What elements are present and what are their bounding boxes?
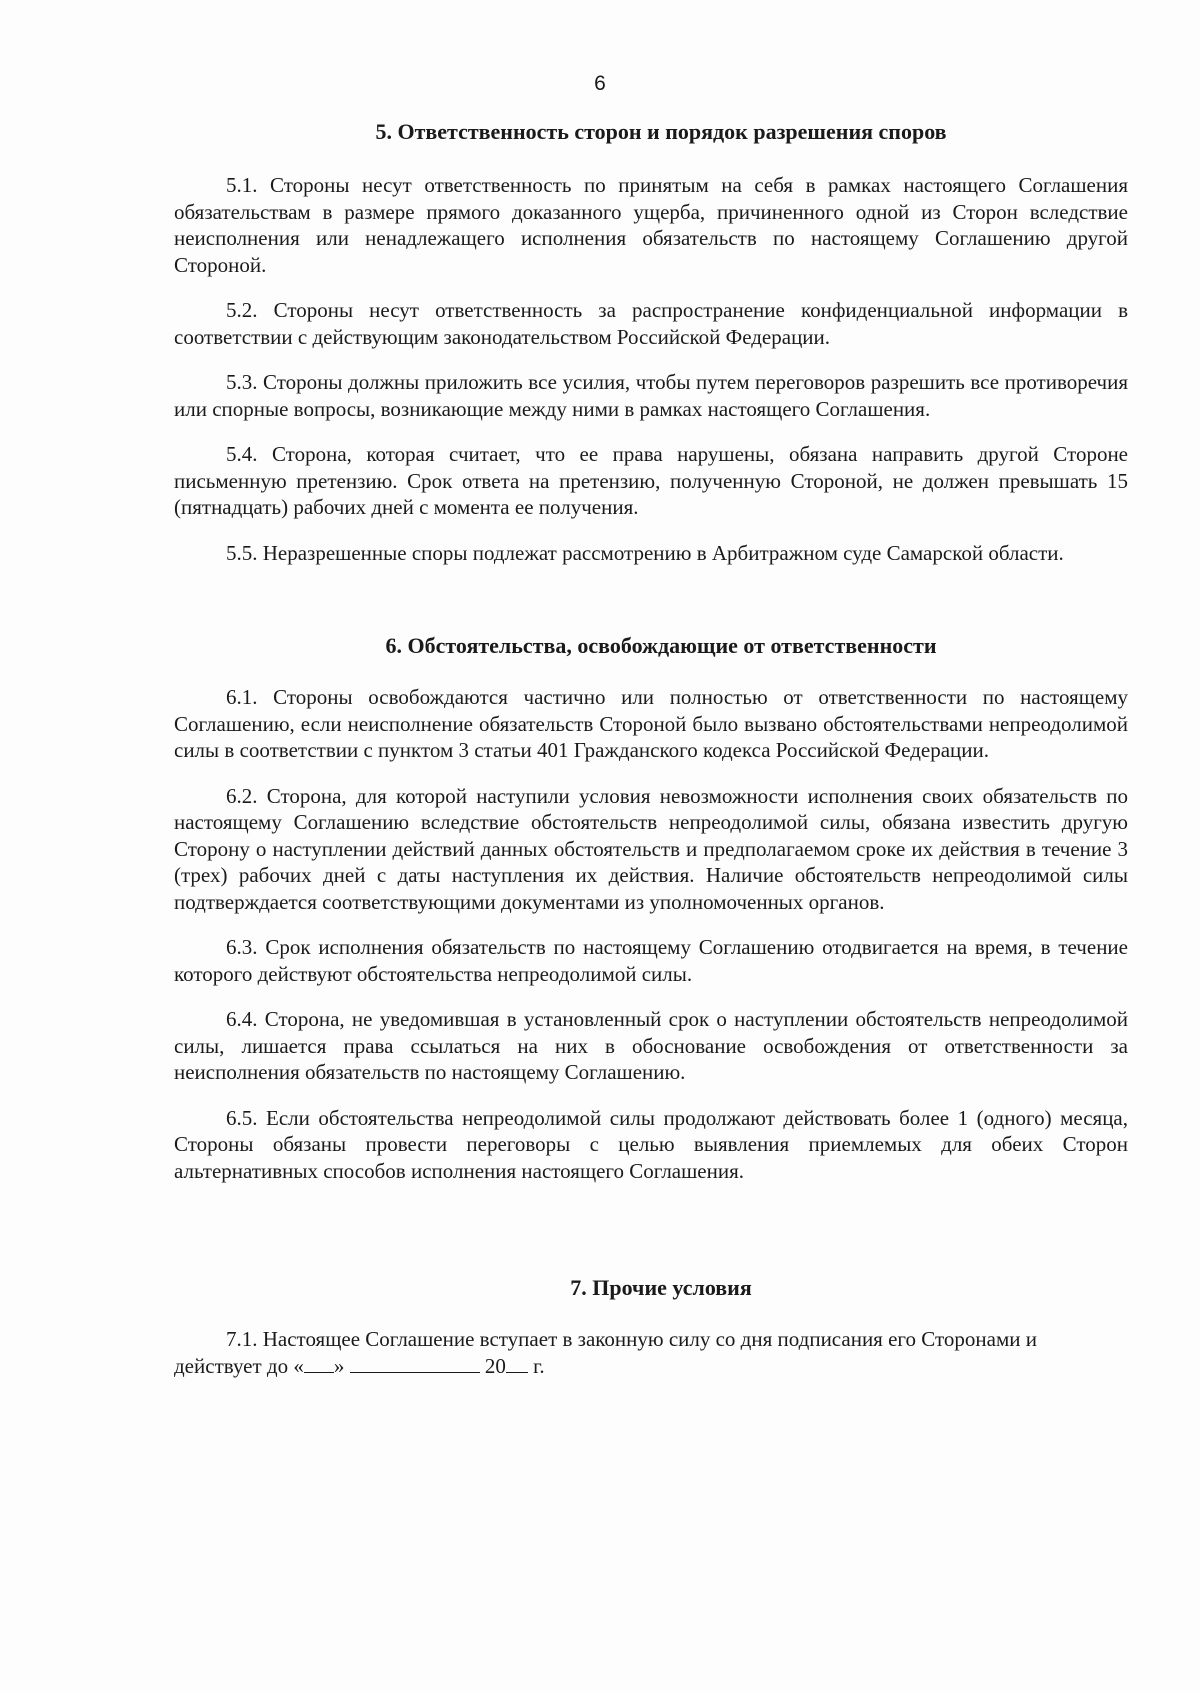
- year-blank: [506, 1353, 528, 1373]
- clause-6-3: 6.3. Срок исполнения обязательств по настоящему Соглашению отодвигается на время, в течение которого действуют обстоятельства непреодолимой силы.: [174, 935, 1128, 986]
- year-suffix: г.: [533, 1353, 545, 1378]
- clause-5-2: 5.2. Стороны несут ответственность за распространение конфиденциальной информации в соответствии с действующим законодательством Российской Федерации.: [174, 298, 1128, 349]
- clause-5-1: 5.1. Стороны несут ответственность по принятым на себя в рамках настоящего Соглашения обязательствам в размере прямого доказанного ущерба, причиненного одной из Сторон вследствие неисполнения или ненадлежащего исполнения обязательств по настоящему Соглашению другой Стороной.: [174, 173, 1128, 277]
- clause-6-1: 6.1. Стороны освобождаются частично или полностью от ответственности по настоящему Соглашению, если неисполнение обязательств Стороной было вызвано обстоятельствами непреодолимой силы в соответствии с пунктом 3 статьи 401 Гражданского кодекса Российской Федерации.: [174, 685, 1128, 762]
- clause-5-4: 5.4. Сторона, которая считает, что ее права нарушены, обязана направить другой Стороне письменную претензию. Срок ответа на претензию, полученную Стороной, не должен превышать 15 (пятнадцать) рабочих дней с момента ее получения.: [174, 442, 1128, 519]
- section-6-title: 6. Обстоятельства, освобождающие от ответственности: [385, 633, 937, 658]
- clause-6-2: 6.2. Сторона, для которой наступили условия невозможности исполнения своих обязательств по настоящему Соглашению вследствие обстоятельств непреодолимой силы, обязана известить другую Сторону о наступлении действий данных обстоятельств и предполагаемом сроке их действия в течение 3 (трех) рабочих дней с даты наступления их действия. Наличие обстоятельств непреодолимой силы подтверждается соответствующими документами из уполномоченных органов.: [174, 783, 1128, 914]
- day-blank: [304, 1353, 334, 1373]
- clause-5-5: 5.5. Неразрешенные споры подлежат рассмотрению в Арбитражном суде Самарской области.: [226, 540, 1064, 565]
- year-prefix: 20: [484, 1353, 506, 1378]
- clause-6-5: 6.5. Если обстоятельства непреодолимой силы продолжают действовать более 1 (одного) месяца, Стороны обязаны провести переговоры с целью выявления приемлемых для обеих Сторон альтернативных способов исполнения настоящего Соглашения.: [174, 1105, 1128, 1183]
- quote-close: »: [333, 1353, 345, 1378]
- page-number: 6: [594, 72, 606, 95]
- quote-open: «: [293, 1353, 304, 1378]
- month-blank: [350, 1353, 480, 1373]
- clause-7-1-text: 7.1. Настоящее Соглашение вступает в законную силу со дня подписания его Сторонами и действует до: [174, 1327, 1037, 1378]
- section-7-title: 7. Прочие условия: [570, 1275, 752, 1300]
- clause-5-3: 5.3. Стороны должны приложить все усилия, чтобы путем переговоров разрешить все противоречия или спорные вопросы, возникающие между ними в рамках настоящего Соглашения.: [174, 370, 1128, 421]
- clause-7-1: [174, 1326, 1128, 1379]
- clause-6-4: 6.4. Сторона, не уведомившая в установленный срок о наступлении обстоятельств непреодолимой силы, лишается права ссылаться на них в обоснование освобождения от ответственности за неисполнения обязательств по настоящему Соглашению.: [174, 1007, 1128, 1084]
- section-5-title: 5. Ответственность сторон и порядок разрешения споров: [375, 119, 947, 144]
- document-body: [174, 118, 1128, 1379]
